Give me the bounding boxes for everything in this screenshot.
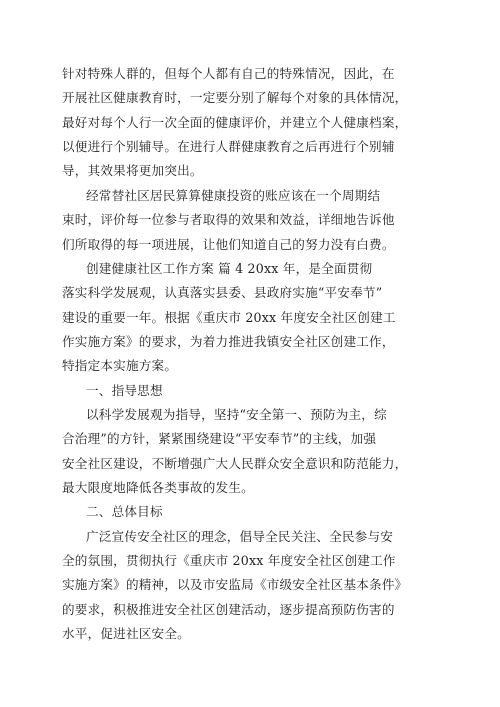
text-line: 合治理”的方针，紧紧围绕建设“平安奉节”的主线，加强 (62, 431, 377, 446)
text-line: 落实科学发展观，认真落实县委、县政府实施“平安奉节” (62, 285, 383, 300)
section-heading: 一、指导思想 (86, 383, 163, 398)
text-line: 以科学发展观为指导，坚持“安全第一、预防为主，综 (86, 407, 387, 422)
text-line: 最大限度地降低各类事故的发生。 (62, 480, 254, 495)
text-line: 的要求，积极推进安全社区创建活动，逐步提高预防伤害的 (62, 602, 395, 617)
text-line: 水平，促进社区安全。 (62, 626, 190, 641)
text-line: 最好对每个人行一次全面的健康评价，并建立个人健康档案， (62, 115, 408, 130)
text-line: 针对特殊人群的，但每个人都有自己的特殊情况，因此，在 (62, 66, 395, 81)
text-line: 特指定本实施方案。 (62, 358, 178, 373)
section-heading: 二、总体目标 (86, 504, 163, 519)
text-line: 们所取得的每一项进展，让他们知道自己的努力没有白费。 (62, 237, 395, 252)
text-line: 创建健康社区工作方案 篇 4 20xx 年，是全面贯彻 (86, 261, 373, 276)
text-line: 导，其效果将更加突出。 (62, 163, 203, 178)
text-line: 开展社区健康教育时，一定要分别了解每个对象的具体情况， (62, 90, 408, 105)
text-line: 束时，评价每一位参与者取得的效果和效益，详细地告诉他 (62, 212, 395, 227)
text-line: 广泛宣传安全社区的理念，倡导全民关注、全民参与安 (86, 529, 394, 544)
text-line: 实施方案》的精神，以及市安监局《市级安全社区基本条件》 (62, 577, 408, 592)
text-line: 全的氛围，贯彻执行《重庆市 20xx 年度安全社区创建工作 (62, 553, 396, 568)
text-line: 作实施方案》的要求，为着力推进我镇安全社区创建工作， (62, 334, 395, 349)
text-line: 经常替社区居民算算健康投资的账应该在一个周期结 (86, 188, 381, 203)
text-line: 以便进行个别辅导。在进行人群健康教育之后再进行个别辅 (62, 139, 395, 154)
text-line: 建设的重要一年。根据《重庆市 20xx 年度安全社区创建工 (62, 310, 396, 325)
text-line: 安全社区建设，不断增强广大人民群众安全意识和防范能力， (62, 456, 408, 471)
